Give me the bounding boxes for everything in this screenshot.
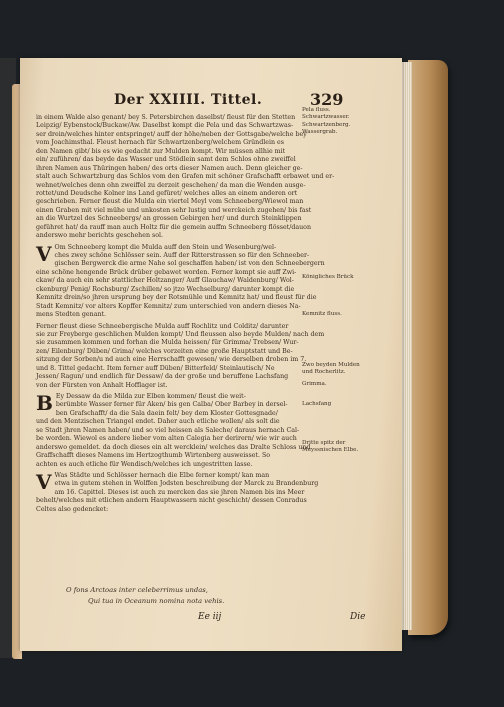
marginal-note: Königliches Brück xyxy=(302,274,354,280)
text-line: am 16. Capittel. Dieses ist auch zu mercken das sie jhren Namen bis ins Meer xyxy=(54,488,305,496)
text-line: sie zusammen kommen und forhan die Mulda heissen/ für Grimma/ Trebsen/ Wur- xyxy=(36,339,299,347)
text-line: ihren Namen aus Thüringen haben/ des orts dieser Namen auch. Denn gleicher ge- xyxy=(36,164,303,172)
catchword: Die xyxy=(350,612,366,622)
text-line: von der Fürsten von Anhalt Hofflager ist. xyxy=(36,381,168,389)
text-line: Was Städte und Schlösser hernach die Elbe ferner kompt/ kan man xyxy=(54,471,270,479)
marginal-note: Schwartzenberg. Wassergrab. xyxy=(302,122,351,136)
text-line: Ferner fleust diese Schneebergische Mulda auff Rochlitz und Colditz/ darunter xyxy=(36,322,289,330)
paragraph xyxy=(36,391,311,469)
marginal-note: Lachsfang xyxy=(302,401,332,407)
text-line: Leipzig/ Eybenstock/Buckaw/Aw. Daselbst kompt die Pela und das Schwartzwas- xyxy=(36,122,294,130)
text-line: mens Stedten genant. xyxy=(36,311,107,319)
text-line: in einem Walde also genant/ bey S. Petersbirchen daselbst/ fleust für den Stetten xyxy=(36,114,296,121)
text-line: ser drein/welches hinter entspringet/ auff der höhe/neben der Gottsgabe/welche bey xyxy=(36,130,307,138)
text-line: Celtes also gedencket: xyxy=(36,505,109,513)
text-line: Stadt Kemnitz/ vor alters Kopffer Kemnitz/ zum unterschied von andern dieses Na- xyxy=(36,302,301,310)
text-line: anderswo mehr berichts geschehen sol. xyxy=(36,232,164,240)
text-line: ben Grafschafft/ da die Sala daein felt/ bey dem Kloster Gottesgnade/ xyxy=(55,409,278,417)
text-line: stalt auch Schwartzburg das Schlos vom den Grafen mit schöner Grafschafft erbawet und er- xyxy=(36,173,335,181)
text-line: etwa in gutem stehen in Wolffen Jodsten beschreibung der Marck zu Brandenburg xyxy=(54,480,319,488)
signature-mark: Ee iij xyxy=(198,612,222,622)
text-line: se Stadt jhren Namen haben/ und so viel heissen als Saleche/ daraus hernach Cal- xyxy=(36,426,300,434)
text-line: ches zwey schöne Schlösser sein. Auff der Ritterstrassen so für den Schneeber- xyxy=(54,252,310,259)
text-line: geschrieben. Ferner fleust die Mulda ein viertel Meyl vom Schneeberg/Wiewol man xyxy=(36,198,304,206)
marginal-note: Kemnitz fluss. xyxy=(302,311,342,317)
verse-line-2: Qui tua in Oceanum nomina nota vehis. xyxy=(88,597,225,605)
text-line: Kemnitz drein/so jhren ursprung bey der Rotsmühle und Kemnitz hat/ und fleust für die xyxy=(36,294,317,302)
book-cover-edge xyxy=(408,60,448,635)
text-line: ckenburg/ Penig/ Rochsburg/ Zschillen/ so jtzo Wechselburg/ darunter kompt die xyxy=(36,285,295,293)
text-line: Om Schneeberg kompt die Mulda auff den Stein und Wesenburg/wel- xyxy=(54,243,277,251)
text-line: Ey Dessaw da die Milda zur Elben kommen/ fleust die weit- xyxy=(55,393,246,400)
text-line: sie zur Freyberge geschlichen Mulden kompt/ Und fleussen also beyde Mulden/ nach dem xyxy=(36,330,325,338)
text-line: anderswo gemeldet. da doch dieses ein alt wercklein/ welches das Dralte Schloss und xyxy=(36,443,311,451)
paragraph xyxy=(36,322,325,391)
text-line: ckaw/ da auch ein sehr stattlicher Holtzanger/ Auff Glauchaw/ Waldenburg/ Wol- xyxy=(36,277,294,285)
text-line: gischen Bergwerck die arme Nahe sol geschaffen haben/ ist von den Schneebergern xyxy=(54,260,325,268)
marginal-note: Zwo beyden Mulden und Rocherlitz. xyxy=(302,362,360,376)
marginal-note: Dritte spitz der Meyssnischen Elbe. xyxy=(302,440,359,454)
text-line: be worden. Wiewol es andere lieber vom alten Calegia her derirern/ wie wir auch xyxy=(36,435,297,443)
text-line: an die Wurtzel des Schneebergs/ an grossen Gebirgen her/ und durch Steinklippen xyxy=(36,215,302,223)
marginal-note: Pela fluss. Schwartzwasser. xyxy=(302,107,350,121)
verse-line-1: O fons Arctoas inter celeberrimus undas, xyxy=(66,586,208,594)
text-line: und den Mentzischen Triangel endet. Daher auch etliche wollen/ als solt die xyxy=(36,418,280,426)
drop-initial: V xyxy=(36,469,52,494)
text-line: achten es auch etliche für Wendisch/welches ich ungestritten lasse. xyxy=(36,460,253,468)
text-line: Graffschafft dieses Namens im Hertzogthumb Wirtenberg ausweisset. So xyxy=(36,452,271,460)
paragraph xyxy=(36,469,319,514)
text-line: eine schöne hengende Brück drüber gebawet worden. Ferner kompt sie auff Zwi- xyxy=(36,268,297,276)
page-number: 329 xyxy=(310,90,344,109)
text-line: Jessen/ Ragun/ und endlich für Dessaw/ da der große und beruffene Lachsfang xyxy=(36,373,289,381)
text-line: den Namen gibt/ bis es wie gedacht zur Mulden kompt. Wir müssen allhie mit xyxy=(36,147,286,155)
text-line: sitzung der Sorben/u nd auch eine Herrschafft gewesen/ wie derselben droben im 7. xyxy=(36,356,307,364)
drop-initial: V xyxy=(36,241,52,266)
text-line: einen Graben mit viel mühe und unkosten sehr lustig und werckeich zugehen/ bis fast xyxy=(36,206,312,214)
running-title: Der XXIIII. Tittel. xyxy=(114,92,263,108)
text-line: zen/ Eilenburg/ Düben/ Grima/ welches vorzeiten eine große Hauptstatt und Be- xyxy=(36,347,293,355)
text-line: und 8. Tittel gedacht. Item ferner auff Düben/ Bitterfeld/ Steinlautisch/ Ne xyxy=(36,364,275,372)
text-line: rottet/und Deudsche Kolner ins Land gefüret/ welches alles an einem anderen ort xyxy=(36,189,298,197)
marginal-note: Grimma. xyxy=(302,381,327,387)
drop-initial: B xyxy=(36,391,53,415)
text-line: vom Joachimsthal. Fleust hernach für Schwartzenberg/welchem Gründlein es xyxy=(36,139,285,147)
text-line: ein/ zuführen/ das beyde das Wasser und Stödlein samt dem Schlos ohne zweiffel xyxy=(36,156,296,164)
text-line: behelt/welches mit etlichen andern Hauptwassern nicht geschicht/ dessen Conradus xyxy=(36,497,307,505)
text-line: berümbte Wasser ferner für Aken/ bis gen Calba/ Ober Barbey in dersel- xyxy=(55,401,288,409)
text-line: wehnet/welches denn ohn zweiffel zu derzeit geschehen/ da man die Wenden ausge- xyxy=(36,181,306,189)
text-line: geführet hat/ da rauff man auch Holtz für die gemein auffm Schneeberg flösset/dauon xyxy=(36,223,312,231)
